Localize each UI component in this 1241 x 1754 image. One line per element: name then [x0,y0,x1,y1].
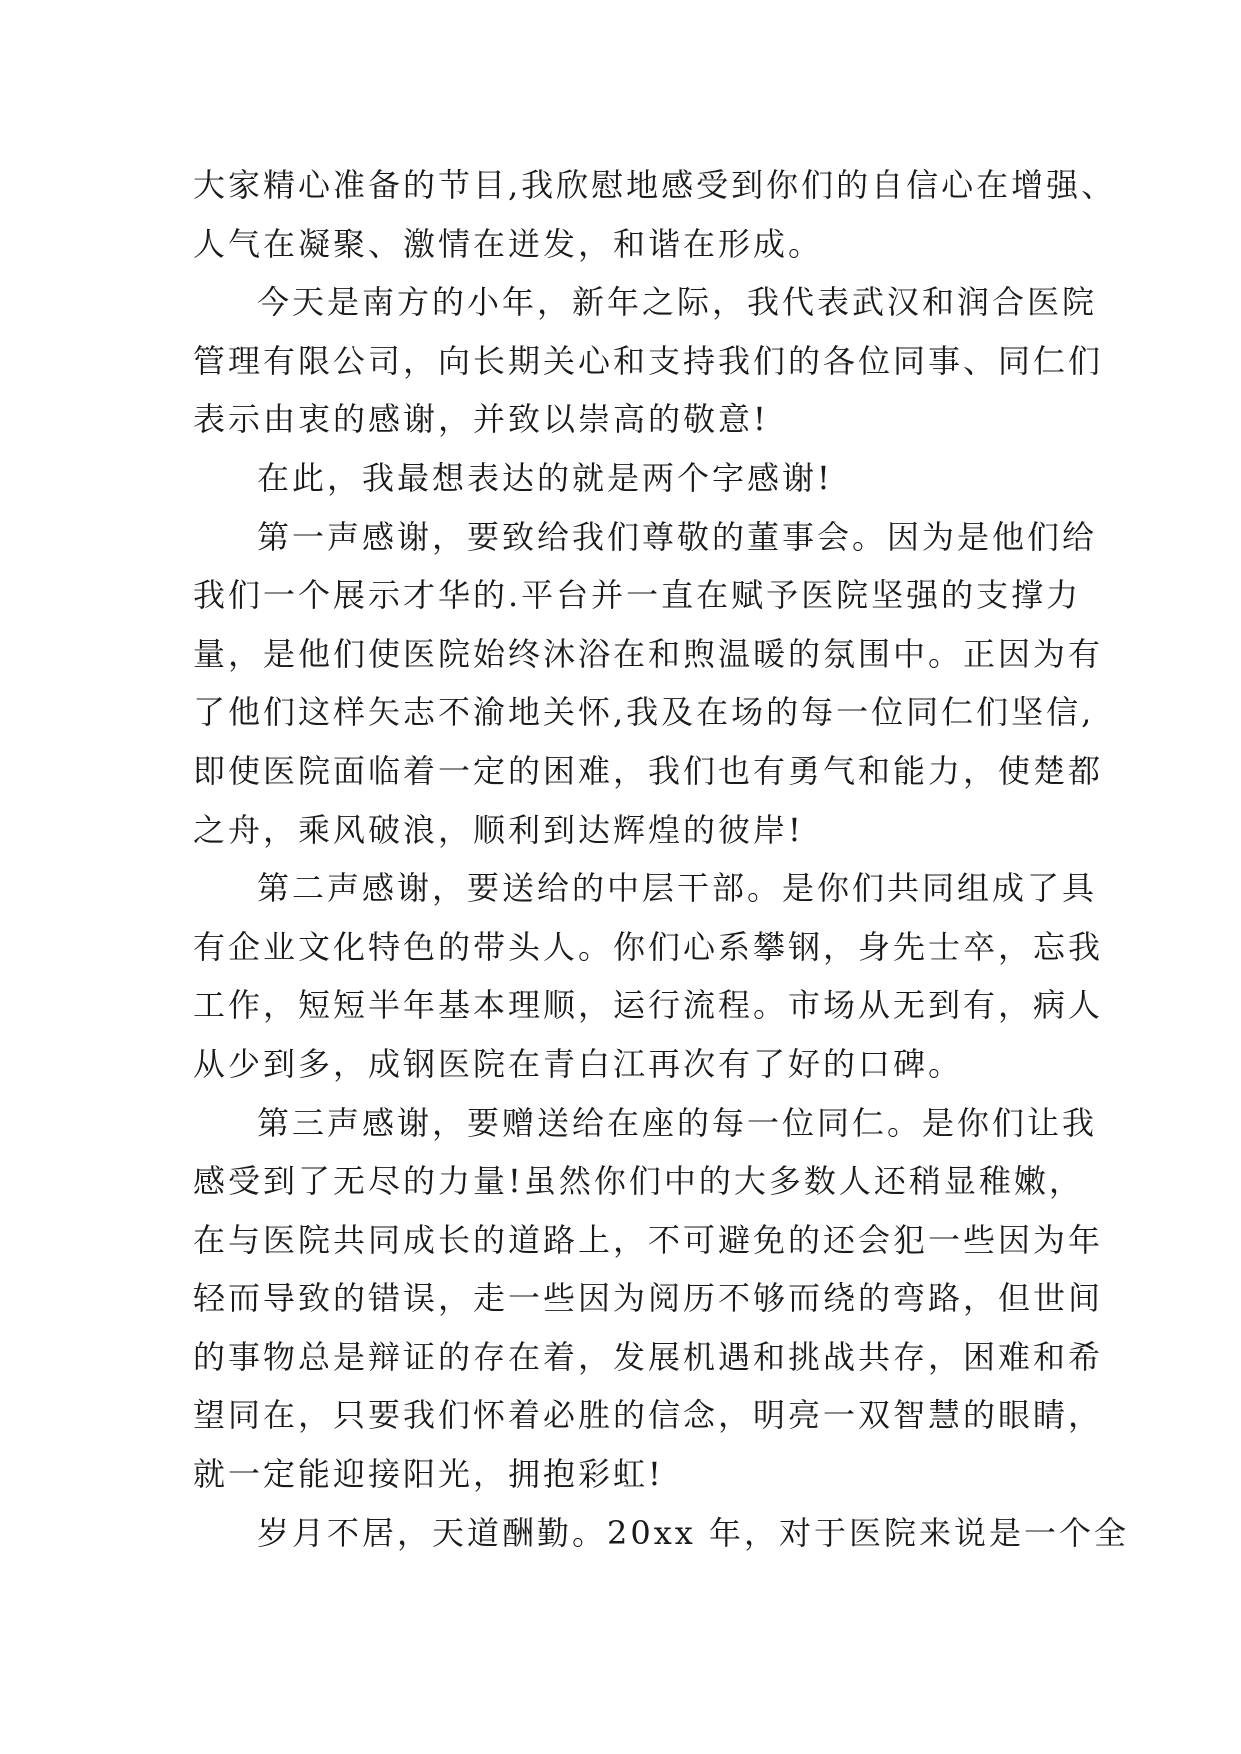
text-line: 岁月不居，天道酬勤。20xx 年，对于医院来说是一个全 [257,1513,1129,1552]
text-line: 就一定能迎接阳光，拥抱彩虹! [193,1455,664,1494]
document-body [193,156,1129,1562]
text-line: 之舟，乘风破浪，顺利到达辉煌的彼岸! [193,810,804,849]
text-line: 的事物总是辩证的存在着，发展机遇和挑战共存，困难和希 [193,1337,1104,1376]
text-line: 人气在凝聚、激情在迸发，和谐在形成。 [193,224,824,263]
text-line: 望同在，只要我们怀着必胜的信念，明亮一双智慧的眼睛， [193,1396,1104,1435]
text-line: 大家精心准备的节目,我欣慰地感受到你们的自信心在增强、 [193,166,1117,204]
text-line: 第二声感谢，要送给的中层干部。是你们共同组成了具 [257,869,1098,908]
text-line: 我们一个展示才华的.平台并一直在赋予医院坚强的支撑力 [193,576,1082,615]
text-line: 量，是他们使医院始终沐浴在和煦温暖的氛围中。正因为有 [193,634,1104,673]
text-line: 感受到了无尽的力量!虽然你们中的大多数人还稍显稚嫩， [193,1162,1084,1201]
text-line: 工作，短短半年基本理顺，运行流程。市场从无到有，病人 [193,986,1104,1025]
text-line: 在此，我最想表达的就是两个字感谢! [257,458,833,497]
text-line: 第三声感谢，要赠送给在座的每一位同仁。是你们让我 [257,1103,1098,1142]
text-line: 从少到多，成钢医院在青白江再次有了好的口碑。 [193,1044,964,1083]
text-line: 即使医院面临着一定的困难，我们也有勇气和能力，使楚都 [193,751,1104,790]
text-line: 有企业文化特色的带头人。你们心系攀钢，身先士卒，忘我 [193,927,1104,966]
text-line: 表示由衷的感谢，并致以崇高的敬意! [193,400,769,439]
text-line: 今天是南方的小年，新年之际，我代表武汉和润合医院 [257,283,1098,322]
text-line: 管理有限公司，向长期关心和支持我们的各位同事、同仁们 [193,341,1104,380]
text-line: 在与医院共同成长的道路上，不可避免的还会犯一些因为年 [193,1220,1104,1259]
text-line: 轻而导致的错误，走一些因为阅历不够而绕的弯路，但世间 [193,1279,1104,1318]
text-line: 第一声感谢，要致给我们尊敬的董事会。因为是他们给 [257,517,1098,556]
text-line: 了他们这样矢志不渝地关怀,我及在场的每一位同仁们坚信, [193,693,1095,732]
